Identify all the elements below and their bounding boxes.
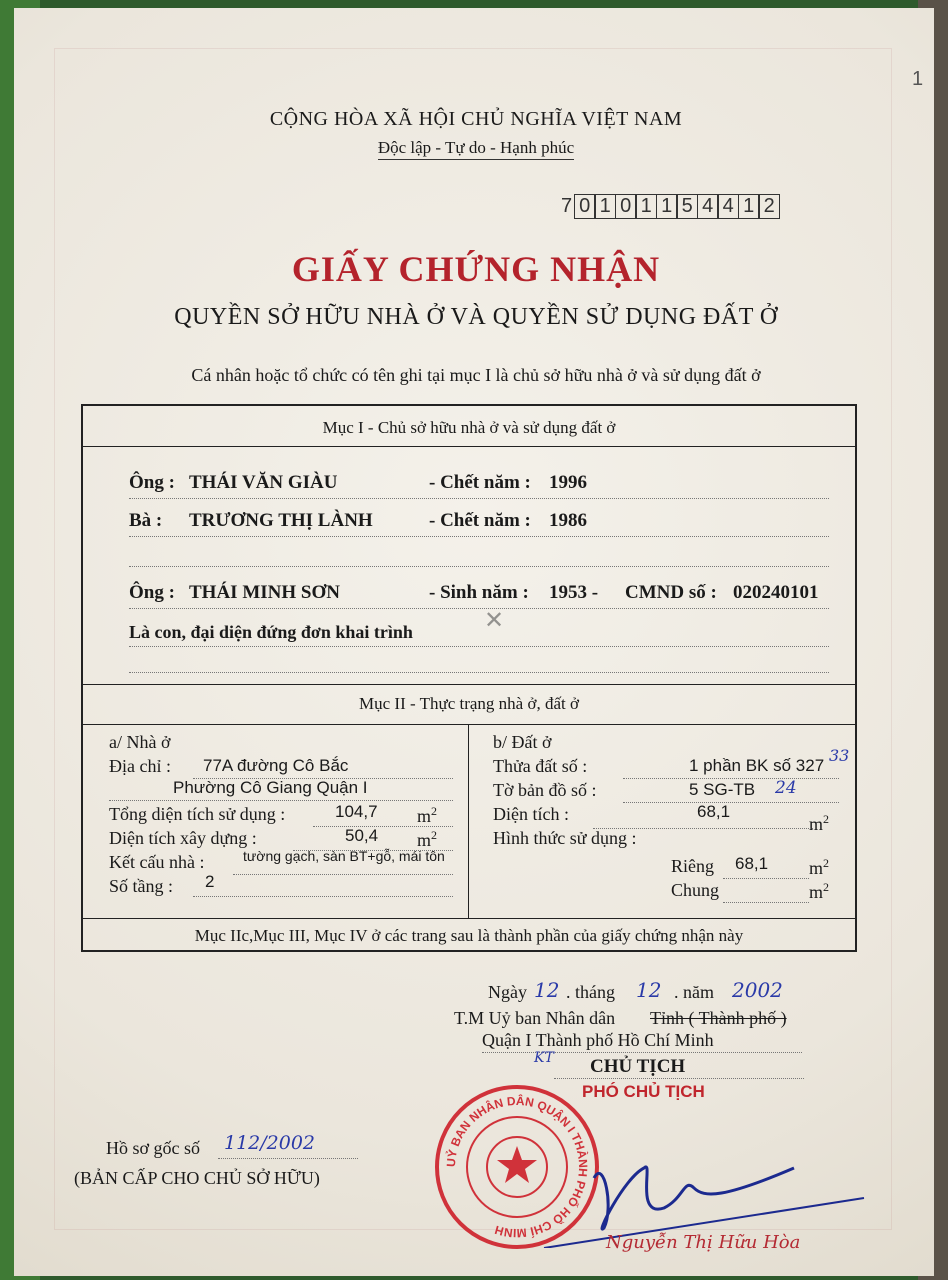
line: [129, 672, 829, 673]
footer-note: Mục IIc,Mục III, Mục IV ở các trang sau là thành phần của giấy chứng nhận này: [194, 926, 744, 945]
date-month-label: . tháng: [566, 982, 615, 1002]
owner3-id: 020240101: [733, 582, 819, 603]
house-heading: a/ Nhà ở: [109, 732, 171, 752]
authority-struck: Tỉnh ( Thành phố ): [650, 1008, 787, 1028]
parcel-label: Thửa đất số :: [493, 756, 588, 776]
land-area-value: 68,1: [697, 802, 731, 821]
floors-value: 2: [205, 872, 215, 891]
certificate-table: [81, 404, 857, 952]
serial-lead: 7: [561, 195, 573, 217]
vice-chairman-title: PHÓ CHỦ TỊCH: [582, 1082, 705, 1101]
country-header: CỘNG HÒA XÃ HỘI CHỦ NGHĨA VIỆT NAM: [269, 108, 683, 130]
owner2-event: - Chết năm :: [429, 510, 531, 531]
owner2-year: 1986: [549, 510, 587, 531]
divider: [83, 918, 855, 919]
serial-digit: 5: [676, 194, 698, 219]
serial-digit: 1: [594, 194, 616, 219]
owner3-event: - Sinh năm :: [429, 582, 529, 603]
total-area-value: 104,7: [335, 802, 378, 821]
private-value: 68,1: [735, 854, 769, 873]
section2-heading: Mục II - Thực trạng nhà ở, đất ở: [359, 694, 579, 713]
line: [233, 874, 453, 875]
line: [723, 902, 809, 903]
parcel-value: 1 phần BK số 327: [689, 756, 825, 775]
authority-line2: Quận I Thành phố Hồ Chí Minh: [482, 1030, 714, 1050]
serial-digit: 2: [758, 194, 780, 219]
owner3-year: 1953 -: [549, 582, 599, 603]
usage-label: Hình thức sử dụng :: [493, 828, 637, 848]
divider: [83, 684, 855, 685]
serial-number: [561, 194, 780, 219]
stamp-text: UỶ BAN NHÂN DÂN QUẬN I THÀNH PHỐ HỒ CHÍ MINH: [443, 1093, 591, 1241]
file-number: 112/2002: [224, 1132, 316, 1154]
total-area-unit: $m^2$: [417, 804, 438, 826]
structure-label: Kết cấu nhà :: [109, 852, 205, 872]
build-area-unit: $m^2$: [417, 828, 438, 850]
map-handwritten-note: 24: [775, 778, 797, 798]
serial-digit: 0: [574, 194, 596, 219]
serial-digit: 4: [717, 194, 739, 219]
private-label: Riêng: [671, 856, 714, 876]
line: [313, 826, 453, 827]
floors-label: Số tầng :: [109, 876, 174, 896]
file-label: Hồ sơ gốc số: [106, 1138, 201, 1158]
document-title: GIẤY CHỨNG NHẬN: [291, 249, 661, 289]
shared-unit: $m^2$: [809, 880, 830, 902]
date-month: 12: [636, 978, 662, 1002]
line: [129, 498, 829, 499]
date-day: 12: [534, 978, 560, 1002]
line: [129, 536, 829, 537]
owner2-name: TRƯƠNG THỊ LÀNH: [189, 510, 373, 531]
line: [623, 802, 839, 803]
date-day-label: Ngày: [488, 982, 527, 1002]
divider: [83, 724, 855, 725]
serial-digit: 1: [635, 194, 657, 219]
column-divider: [468, 724, 469, 918]
intro-text: Cá nhân hoặc tổ chức có tên ghi tại mục I là chủ sở hữu nhà ở và sử dụng đất ở: [191, 365, 761, 385]
signer-name: Nguyễn Thị Hữu Hòa: [606, 1232, 801, 1253]
land-area-label: Diện tích :: [493, 804, 569, 824]
owner1-event: - Chết năm :: [429, 472, 531, 493]
kt-mark: KT: [534, 1050, 554, 1066]
star-icon: [497, 1146, 537, 1183]
line: [623, 778, 839, 779]
owner1-year: 1996: [549, 472, 587, 493]
line: [193, 896, 453, 897]
chairman-title: CHỦ TỊCH: [590, 1056, 686, 1077]
owner3-name: THÁI MINH SƠN: [189, 582, 340, 603]
land-heading: b/ Đất ở: [493, 732, 552, 752]
private-unit: $m^2$: [809, 856, 830, 878]
map-label: Tờ bản đồ số :: [493, 780, 597, 800]
owner3-note: Là con, đại diện đứng đơn khai trình: [129, 622, 413, 642]
divider: [83, 446, 855, 447]
date-year-label: . năm: [674, 982, 714, 1002]
line: [482, 1052, 802, 1053]
line: [129, 646, 829, 647]
owner3-id-label: CMND số :: [625, 582, 717, 603]
document-subtitle: QUYỀN SỞ HỮU NHÀ Ở VÀ QUYỀN SỬ DỤNG ĐẤT Ở: [174, 304, 778, 330]
owner1-name: THÁI VĂN GIÀU: [189, 472, 338, 493]
address-line2: Phường Cô Giang Quận I: [173, 778, 368, 797]
page-marker: 1: [912, 68, 924, 90]
shared-label: Chung: [671, 880, 720, 900]
certificate-paper: [14, 8, 934, 1276]
serial-digit: 1: [656, 194, 678, 219]
line: [129, 608, 829, 609]
serial-digit: 0: [615, 194, 637, 219]
total-area-label: Tổng diện tích sử dụng :: [109, 804, 286, 824]
owner2-prefix: Bà :: [129, 510, 163, 531]
date-year: 2002: [732, 978, 783, 1002]
build-area-value: 50,4: [345, 826, 379, 845]
structure-value: tường gạch, sàn BT+gỗ, mái tôn: [243, 848, 445, 864]
map-value: 5 SG-TB: [689, 780, 756, 799]
line: [723, 878, 809, 879]
owner3-prefix: Ông :: [129, 582, 175, 603]
line: [554, 1078, 804, 1079]
motto: Độc lập - Tự do - Hạnh phúc: [14, 138, 938, 158]
owner1-prefix: Ông :: [129, 472, 175, 493]
authority-line1: T.M Uỷ ban Nhân dân: [454, 1008, 616, 1028]
address-line1: 77A đường Cô Bắc: [203, 756, 349, 775]
cross-mark: ✕: [484, 608, 505, 634]
parcel-handwritten-note: 33: [829, 746, 850, 765]
line: [129, 566, 829, 567]
build-area-label: Diện tích xây dựng :: [109, 828, 257, 848]
copy-note: (BẢN CẤP CHO CHỦ SỞ HỮU): [74, 1168, 320, 1188]
address-label: Địa chỉ :: [109, 756, 171, 776]
line: [218, 1158, 358, 1159]
land-area-unit: $m^2$: [809, 812, 830, 834]
serial-digit: 1: [738, 194, 760, 219]
line: [109, 800, 453, 801]
serial-digit: 4: [697, 194, 719, 219]
section1-heading: Mục I - Chủ sở hữu nhà ở và sử dụng đất ở: [322, 418, 616, 437]
